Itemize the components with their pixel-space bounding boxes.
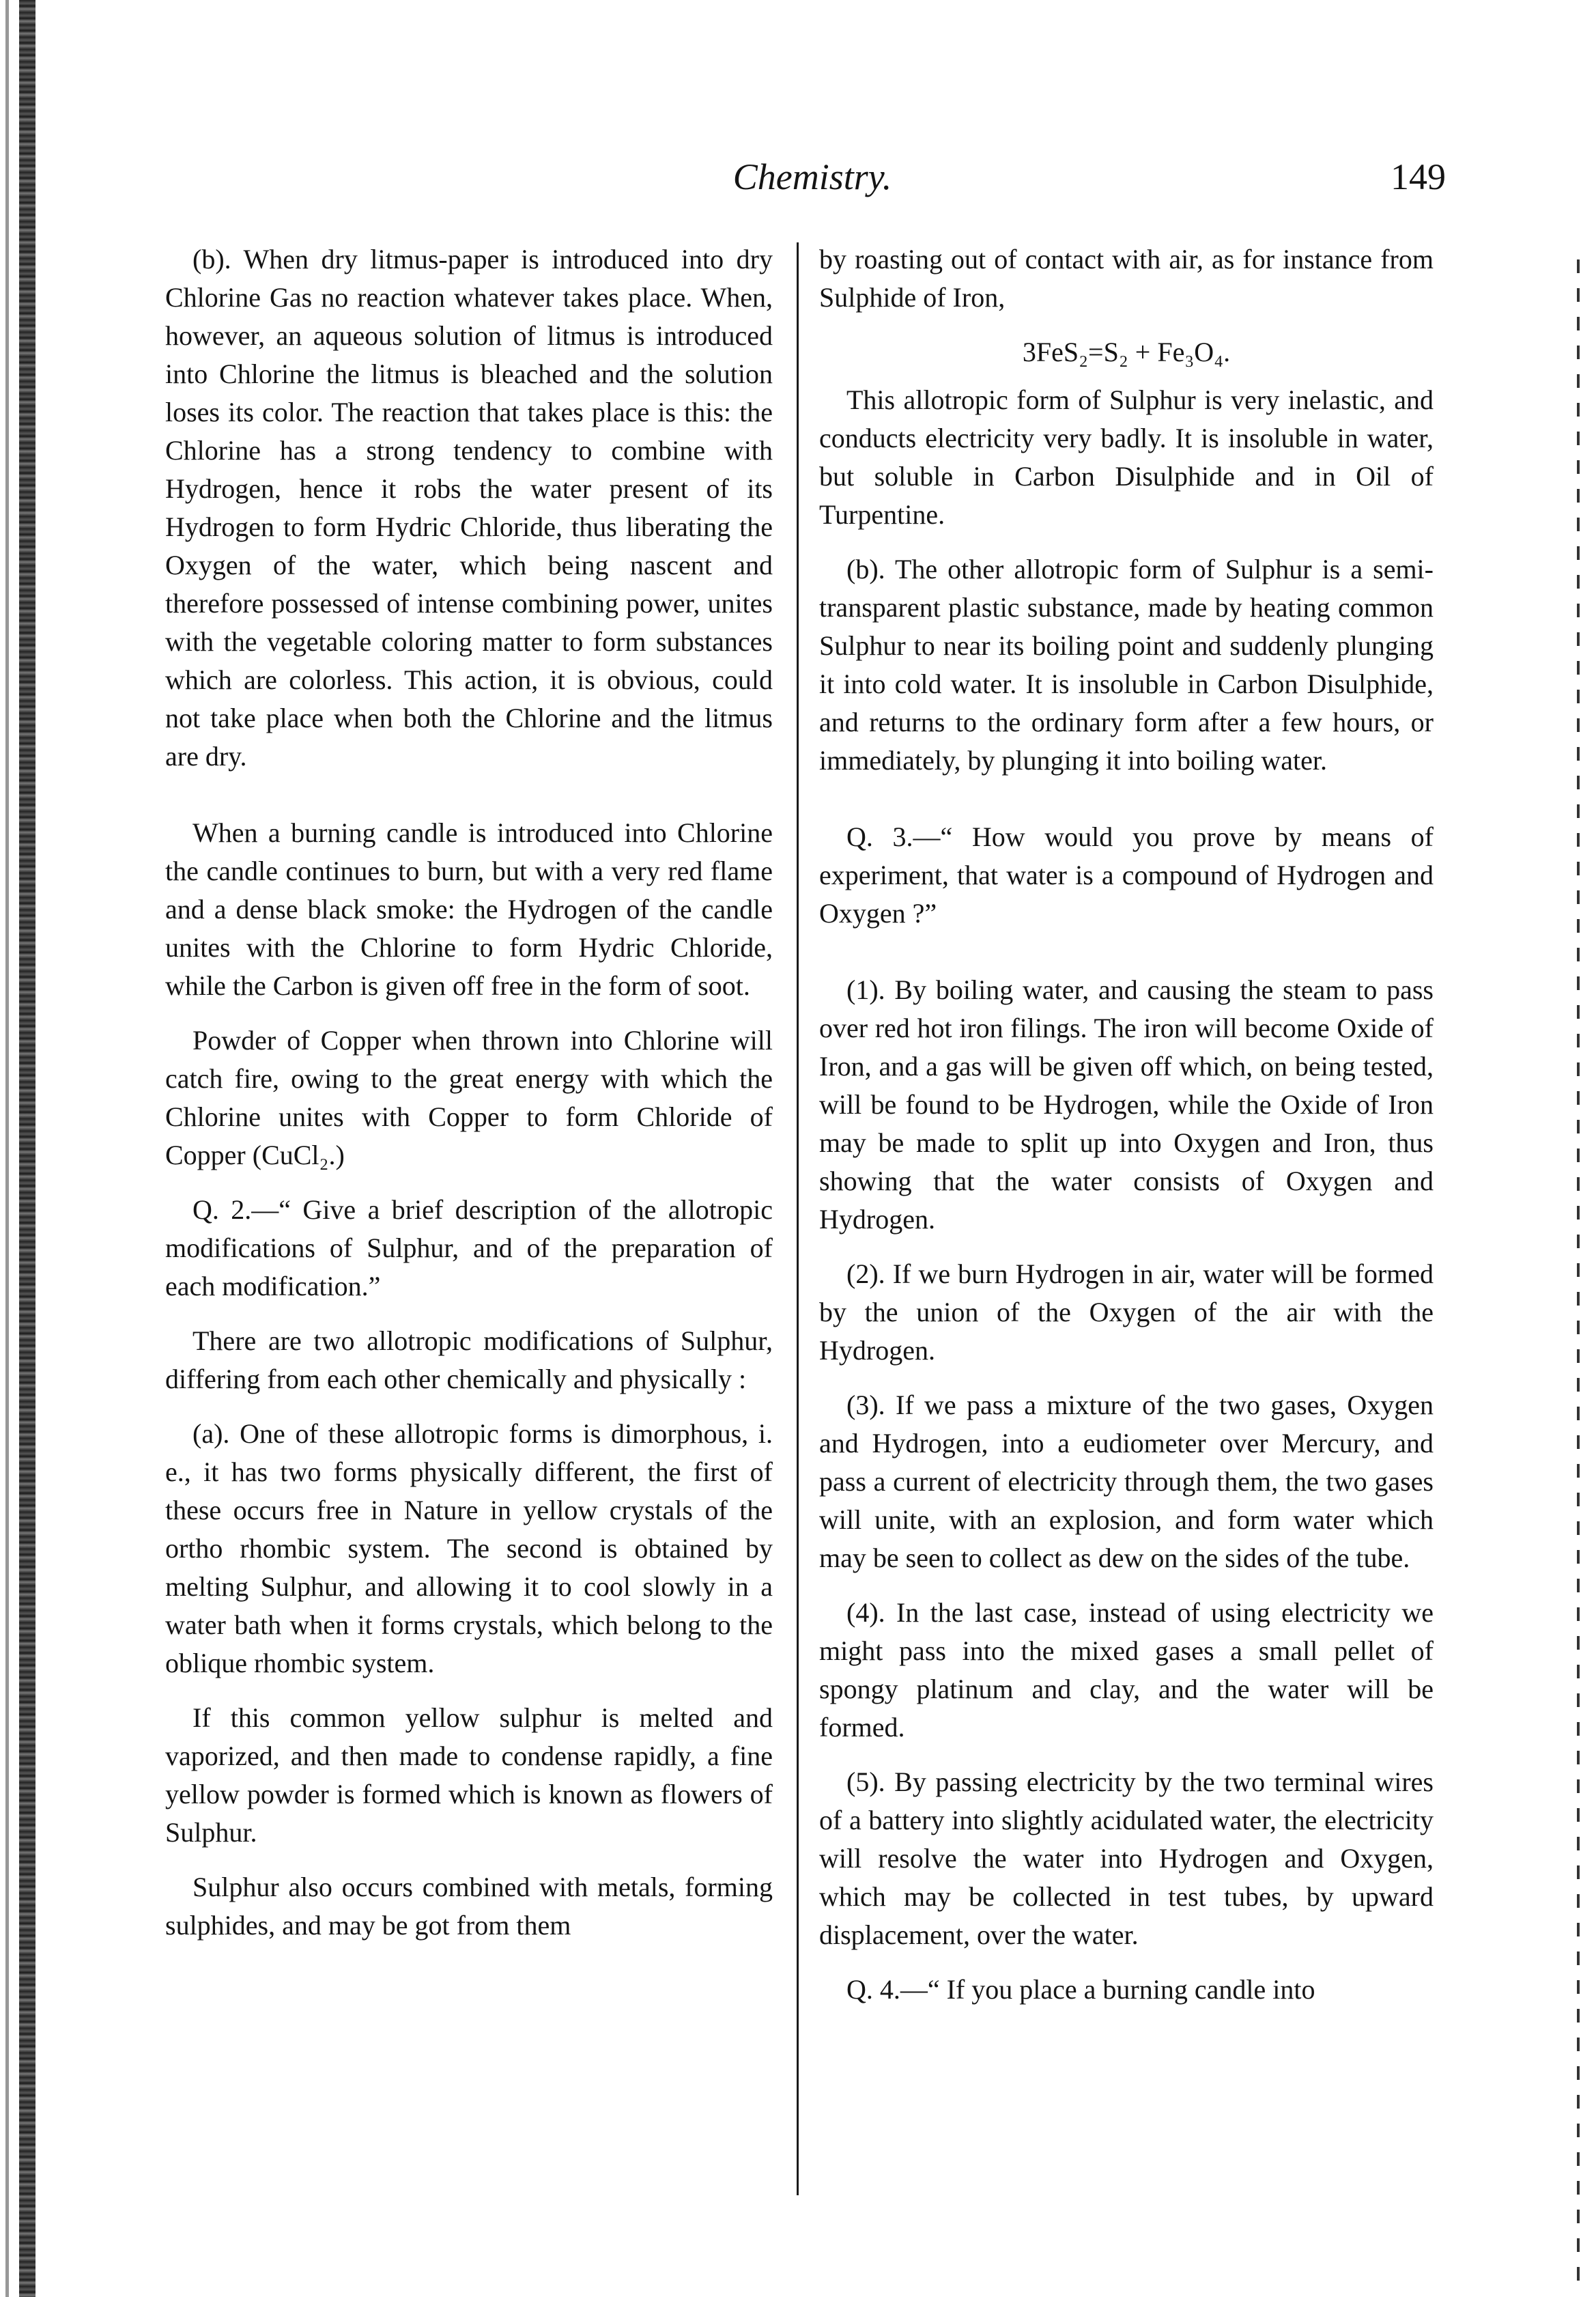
question-3: Q. 3.—“ How would you prove by means of experiment, that water is a compound of Hydrogen and Oxygen ?” [819, 821, 1434, 929]
paragraph-inelastic-form: This allotropic form of Sulphur is very inelastic, and conducts electricity very badly. It is insoluble in water, but soluble in Carbon Disulphide and in Oil of Turpentine. [819, 384, 1434, 530]
page-number: 149 [1391, 156, 1446, 197]
paragraph-continuation: by roasting out of contact with air, as for instance from Sulphide of Iron, [819, 244, 1434, 313]
page-edge-marks [1577, 259, 1580, 2281]
answer-5: (5). By passing electricity by the two terminal wires of a battery into slightly acidulated water, the electricity will resolve the water into Hydrogen and Oxygen, which may be collected in test tubes, by upward displacement, over the water. [819, 1766, 1434, 1950]
answer-1: (1). By boiling water, and causing the steam to pass over red hot iron filings. The iron will become Oxide of Iron, and a gas will be given off which, on being tested, will be found to be Hydrogen, while the Oxide of Iron may be made to split up into Oxygen and Iron, thus showing that the water consists of Oxygen and Hydrogen. [819, 974, 1434, 1235]
answer-3: (3). If we pass a mixture of the two gases, Oxygen and Hydrogen, into a eudiometer over Mercury, and pass a current of electricity through them, the two gases will unite, with an explosion, and form water which may be seen to collect as dew on the sides of the tube. [819, 1390, 1434, 1573]
answer-4: (4). In the last case, instead of using electricity we might pass into the mixed gases a small pellet of spongy platinum and clay, and the water will be formed. [819, 1597, 1434, 1743]
paragraph-burning-candle: When a burning candle is introduced into Chlorine the candle continues to burn, but with a very red flame and a dense black smoke: the Hydrogen of the candle unites with the Chlorine to form Hydric Chloride, while the Carbon is given off free in the form of soot. [165, 817, 773, 1001]
right-column [819, 240, 1434, 2025]
paragraph-two-modifications: There are two allotropic modifications of Sulphur, differing from each other chemically and physically : [165, 1325, 773, 1394]
left-column [165, 240, 773, 1961]
paragraph-sulphides: Sulphur also occurs combined with metals, forming sulphides, and may be got from them [165, 1872, 773, 1941]
question-4: Q. 4.—“ If you place a burning candle into [846, 1974, 1315, 2005]
paragraph-litmus-reaction: (b). When dry litmus-paper is introduced into dry Chlorine Gas no reaction whatever takes place. When, however, an aqueous solution of litmus is introduced into Chlorine the litmus is bleached and the solution loses its color. The reaction that takes place is this: the Chlorine has a strong tendency to combine with Hydrogen, hence it robs the water present of its Hydrogen to form Hydric Chloride, thus liberating the Oxygen of the water, which being nascent and therefore possessed of intense combining power, unites with the vegetable coloring matter to form substances which are colorless. This action, it is obvious, could not take place when both the Chlorine and the litmus are dry. [165, 244, 773, 772]
paragraph-modification-b: (b). The other allotropic form of Sulphur is a semi-transparent plastic substance, made by heating common Sulphur to near its boiling point and suddenly plunging it into cold water. It is insoluble in Carbon Disulphide, and returns to the ordinary form after a few hours, or immediately, by plunging it into boiling water. [819, 554, 1434, 776]
binding-shadow [5, 0, 9, 2297]
answer-2: (2). If we burn Hydrogen in air, water will be formed by the union of the Oxygen of the air with the Hydrogen. [819, 1258, 1434, 1366]
binding-edge [19, 0, 35, 2297]
column-rule [797, 242, 799, 2195]
running-title: Chemistry. [732, 156, 892, 197]
question-2: Q. 2.—“ Give a brief description of the allotropic modifications of Sulphur, and of the preparation of each modification.” [165, 1194, 773, 1301]
paragraph-flowers-of-sulphur: If this common yellow sulphur is melted and vaporized, and then made to condense rapidly, a fine yellow powder is formed which is known as flowers of Sulphur. [165, 1702, 773, 1848]
chemical-formula: 3FeS₂=S₂ + Fe₃O₄. [1022, 337, 1231, 367]
paragraph-modification-a: (a). One of these allotropic forms is dimorphous, i. e., it has two forms physically different, the first of these occurs free in Nature in yellow crystals of the ortho rhombic system. The second is obtained by melting Sulphur, and allowing it to cool slowly in a water bath when it forms crystals, which belong to the oblique rhombic system. [165, 1418, 773, 1678]
paragraph-copper-powder: Powder of Copper when thrown into Chlorine will catch fire, owing to the great energy with which the Chlorine unites with Copper to form Chloride of Copper (CuCl₂.) [165, 1025, 773, 1170]
